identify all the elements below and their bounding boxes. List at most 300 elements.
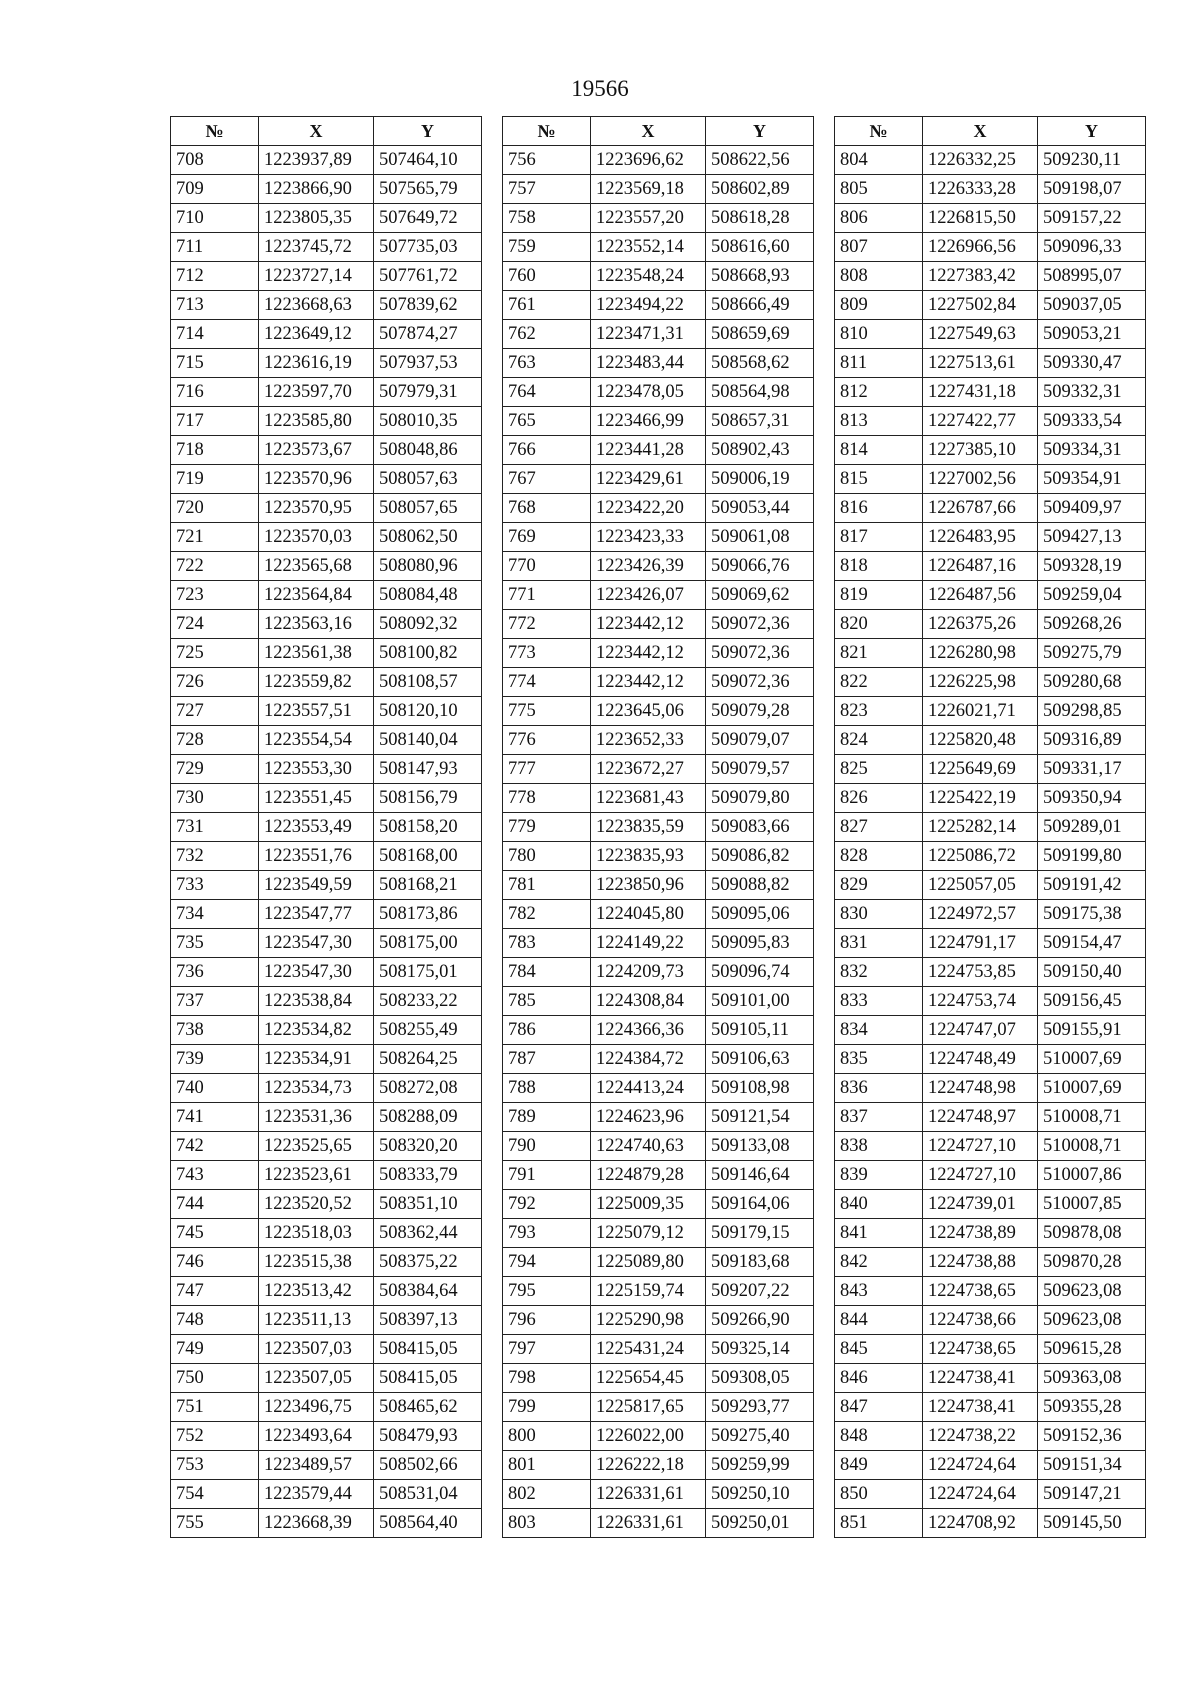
x-coordinate-cell: 1223561,38 — [259, 639, 374, 668]
table-row — [171, 494, 482, 523]
point-number-cell: 760 — [503, 262, 591, 291]
x-coordinate-cell: 1223557,51 — [259, 697, 374, 726]
y-coordinate-cell: 509333,54 — [1038, 407, 1146, 436]
y-coordinate-cell: 508384,64 — [374, 1277, 482, 1306]
y-coordinate-cell: 509157,22 — [1038, 204, 1146, 233]
y-coordinate-cell: 509079,57 — [706, 755, 814, 784]
x-coordinate-cell: 1223478,05 — [591, 378, 706, 407]
x-coordinate-cell: 1226022,00 — [591, 1422, 706, 1451]
y-coordinate-cell: 509409,97 — [1038, 494, 1146, 523]
table-row — [835, 1335, 1146, 1364]
point-number-cell: 823 — [835, 697, 923, 726]
x-coordinate-cell: 1224738,88 — [923, 1248, 1038, 1277]
x-coordinate-cell: 1223570,95 — [259, 494, 374, 523]
table-row — [171, 1364, 482, 1393]
table-row — [171, 1219, 482, 1248]
point-number-cell: 747 — [171, 1277, 259, 1306]
x-coordinate-cell: 1224753,74 — [923, 987, 1038, 1016]
x-coordinate-cell: 1226222,18 — [591, 1451, 706, 1480]
x-coordinate-cell: 1223645,06 — [591, 697, 706, 726]
x-coordinate-cell: 1223525,65 — [259, 1132, 374, 1161]
point-number-cell: 800 — [503, 1422, 591, 1451]
table-row — [835, 204, 1146, 233]
x-coordinate-cell: 1223835,93 — [591, 842, 706, 871]
table-row — [835, 668, 1146, 697]
table-row — [171, 639, 482, 668]
column-header-x: X — [259, 117, 374, 146]
x-coordinate-cell: 1226815,50 — [923, 204, 1038, 233]
table-row — [835, 465, 1146, 494]
point-number-cell: 839 — [835, 1161, 923, 1190]
point-number-cell: 786 — [503, 1016, 591, 1045]
point-number-cell: 799 — [503, 1393, 591, 1422]
point-number-cell: 829 — [835, 871, 923, 900]
point-number-cell: 834 — [835, 1016, 923, 1045]
table-row — [835, 407, 1146, 436]
table-row — [835, 929, 1146, 958]
table-row — [835, 1480, 1146, 1509]
table-row — [171, 262, 482, 291]
x-coordinate-cell: 1223548,24 — [591, 262, 706, 291]
y-coordinate-cell: 509363,08 — [1038, 1364, 1146, 1393]
x-coordinate-cell: 1223496,75 — [259, 1393, 374, 1422]
y-coordinate-cell: 509150,40 — [1038, 958, 1146, 987]
y-coordinate-cell: 508995,07 — [1038, 262, 1146, 291]
table-row — [835, 1074, 1146, 1103]
x-coordinate-cell: 1223937,89 — [259, 146, 374, 175]
point-number-cell: 830 — [835, 900, 923, 929]
y-coordinate-cell: 510007,86 — [1038, 1161, 1146, 1190]
x-coordinate-cell: 1223483,44 — [591, 349, 706, 378]
y-coordinate-cell: 508622,56 — [706, 146, 814, 175]
table-row — [503, 523, 814, 552]
table-row — [503, 1248, 814, 1277]
table-row — [503, 552, 814, 581]
point-number-cell: 819 — [835, 581, 923, 610]
x-coordinate-cell: 1224384,72 — [591, 1045, 706, 1074]
x-coordinate-cell: 1226331,61 — [591, 1480, 706, 1509]
point-number-cell: 724 — [171, 610, 259, 639]
table-row — [171, 1132, 482, 1161]
table-row — [503, 1393, 814, 1422]
table-row — [835, 1509, 1146, 1538]
x-coordinate-cell: 1224308,84 — [591, 987, 706, 1016]
y-coordinate-cell: 508479,93 — [374, 1422, 482, 1451]
point-number-cell: 717 — [171, 407, 259, 436]
point-number-cell: 746 — [171, 1248, 259, 1277]
table-row — [171, 987, 482, 1016]
y-coordinate-cell: 509155,91 — [1038, 1016, 1146, 1045]
x-coordinate-cell: 1227385,10 — [923, 436, 1038, 465]
point-number-cell: 850 — [835, 1480, 923, 1509]
y-coordinate-cell: 507979,31 — [374, 378, 482, 407]
y-coordinate-cell: 509623,08 — [1038, 1277, 1146, 1306]
point-number-cell: 745 — [171, 1219, 259, 1248]
y-coordinate-cell: 508158,20 — [374, 813, 482, 842]
y-coordinate-cell: 509308,05 — [706, 1364, 814, 1393]
point-number-cell: 726 — [171, 668, 259, 697]
x-coordinate-cell: 1224738,65 — [923, 1335, 1038, 1364]
x-coordinate-cell: 1227513,61 — [923, 349, 1038, 378]
x-coordinate-cell: 1223520,52 — [259, 1190, 374, 1219]
table-row — [503, 813, 814, 842]
x-coordinate-cell: 1225282,14 — [923, 813, 1038, 842]
table-row — [503, 1132, 814, 1161]
y-coordinate-cell: 509198,07 — [1038, 175, 1146, 204]
point-number-cell: 797 — [503, 1335, 591, 1364]
x-coordinate-cell: 1227383,42 — [923, 262, 1038, 291]
point-number-cell: 719 — [171, 465, 259, 494]
y-coordinate-cell: 509427,13 — [1038, 523, 1146, 552]
x-coordinate-cell: 1224209,73 — [591, 958, 706, 987]
y-coordinate-cell: 508564,98 — [706, 378, 814, 407]
y-coordinate-cell: 509266,90 — [706, 1306, 814, 1335]
y-coordinate-cell: 509878,08 — [1038, 1219, 1146, 1248]
y-coordinate-cell: 509191,42 — [1038, 871, 1146, 900]
table-row — [503, 465, 814, 494]
point-number-cell: 750 — [171, 1364, 259, 1393]
table-row — [503, 175, 814, 204]
y-coordinate-cell: 509275,79 — [1038, 639, 1146, 668]
point-number-cell: 711 — [171, 233, 259, 262]
x-coordinate-cell: 1227431,18 — [923, 378, 1038, 407]
point-number-cell: 773 — [503, 639, 591, 668]
x-coordinate-cell: 1223564,84 — [259, 581, 374, 610]
y-coordinate-cell: 508100,82 — [374, 639, 482, 668]
table-row — [171, 900, 482, 929]
x-coordinate-cell: 1223511,13 — [259, 1306, 374, 1335]
y-coordinate-cell: 509623,08 — [1038, 1306, 1146, 1335]
y-coordinate-cell: 508502,66 — [374, 1451, 482, 1480]
y-coordinate-cell: 508173,86 — [374, 900, 482, 929]
y-coordinate-cell: 509083,66 — [706, 813, 814, 842]
y-coordinate-cell: 509325,14 — [706, 1335, 814, 1364]
x-coordinate-cell: 1224413,24 — [591, 1074, 706, 1103]
y-coordinate-cell: 508659,69 — [706, 320, 814, 349]
y-coordinate-cell: 508048,86 — [374, 436, 482, 465]
table-row — [835, 1161, 1146, 1190]
point-number-cell: 768 — [503, 494, 591, 523]
y-coordinate-cell: 510007,85 — [1038, 1190, 1146, 1219]
table-row — [503, 610, 814, 639]
point-number-cell: 723 — [171, 581, 259, 610]
x-coordinate-cell: 1223547,30 — [259, 929, 374, 958]
table-row — [171, 436, 482, 465]
point-number-cell: 771 — [503, 581, 591, 610]
point-number-cell: 742 — [171, 1132, 259, 1161]
y-coordinate-cell: 508602,89 — [706, 175, 814, 204]
y-coordinate-cell: 509332,31 — [1038, 378, 1146, 407]
table-row — [171, 755, 482, 784]
y-coordinate-cell: 509152,36 — [1038, 1422, 1146, 1451]
table-row — [171, 929, 482, 958]
x-coordinate-cell: 1225159,74 — [591, 1277, 706, 1306]
y-coordinate-cell: 509259,99 — [706, 1451, 814, 1480]
point-number-cell: 754 — [171, 1480, 259, 1509]
x-coordinate-cell: 1224972,57 — [923, 900, 1038, 929]
x-coordinate-cell: 1223523,61 — [259, 1161, 374, 1190]
x-coordinate-cell: 1224724,64 — [923, 1480, 1038, 1509]
y-coordinate-cell: 508616,60 — [706, 233, 814, 262]
table-row — [503, 900, 814, 929]
point-number-cell: 843 — [835, 1277, 923, 1306]
x-coordinate-cell: 1223547,77 — [259, 900, 374, 929]
table-row — [171, 175, 482, 204]
x-coordinate-cell: 1224738,41 — [923, 1364, 1038, 1393]
x-coordinate-cell: 1223551,76 — [259, 842, 374, 871]
table-row — [503, 204, 814, 233]
x-coordinate-cell: 1223552,14 — [591, 233, 706, 262]
point-number-cell: 720 — [171, 494, 259, 523]
x-coordinate-cell: 1224747,07 — [923, 1016, 1038, 1045]
x-coordinate-cell: 1223551,45 — [259, 784, 374, 813]
x-coordinate-cell: 1224738,22 — [923, 1422, 1038, 1451]
y-coordinate-cell: 508062,50 — [374, 523, 482, 552]
table-row — [171, 233, 482, 262]
table-row — [171, 465, 482, 494]
table-row — [503, 1422, 814, 1451]
y-coordinate-cell: 509259,04 — [1038, 581, 1146, 610]
x-coordinate-cell: 1225422,19 — [923, 784, 1038, 813]
point-number-cell: 761 — [503, 291, 591, 320]
x-coordinate-cell: 1223668,39 — [259, 1509, 374, 1538]
point-number-cell: 836 — [835, 1074, 923, 1103]
x-coordinate-cell: 1223426,07 — [591, 581, 706, 610]
x-coordinate-cell: 1226966,56 — [923, 233, 1038, 262]
y-coordinate-cell: 507565,79 — [374, 175, 482, 204]
table-row — [835, 900, 1146, 929]
table-row — [835, 552, 1146, 581]
y-coordinate-cell: 508168,21 — [374, 871, 482, 900]
point-number-cell: 743 — [171, 1161, 259, 1190]
column-header-number: № — [503, 117, 591, 146]
x-coordinate-cell: 1223565,68 — [259, 552, 374, 581]
x-coordinate-cell: 1225079,12 — [591, 1219, 706, 1248]
y-coordinate-cell: 507937,53 — [374, 349, 482, 378]
table-row — [503, 1219, 814, 1248]
table-row — [503, 871, 814, 900]
y-coordinate-cell: 509183,68 — [706, 1248, 814, 1277]
x-coordinate-cell: 1223681,43 — [591, 784, 706, 813]
coordinate-table-3 — [834, 116, 1146, 1538]
x-coordinate-cell: 1226487,16 — [923, 552, 1038, 581]
y-coordinate-cell: 508333,79 — [374, 1161, 482, 1190]
x-coordinate-cell: 1223466,99 — [591, 407, 706, 436]
table-row — [171, 291, 482, 320]
x-coordinate-cell: 1225817,65 — [591, 1393, 706, 1422]
y-coordinate-cell: 508375,22 — [374, 1248, 482, 1277]
y-coordinate-cell: 508010,35 — [374, 407, 482, 436]
x-coordinate-cell: 1223429,61 — [591, 465, 706, 494]
x-coordinate-cell: 1223471,31 — [591, 320, 706, 349]
y-coordinate-cell: 508568,62 — [706, 349, 814, 378]
y-coordinate-cell: 509355,28 — [1038, 1393, 1146, 1422]
y-coordinate-cell: 507874,27 — [374, 320, 482, 349]
y-coordinate-cell: 508564,40 — [374, 1509, 482, 1538]
table-row — [171, 1422, 482, 1451]
x-coordinate-cell: 1225654,45 — [591, 1364, 706, 1393]
x-coordinate-cell: 1223442,12 — [591, 668, 706, 697]
x-coordinate-cell: 1223573,67 — [259, 436, 374, 465]
y-coordinate-cell: 508362,44 — [374, 1219, 482, 1248]
point-number-cell: 776 — [503, 726, 591, 755]
table-row — [503, 320, 814, 349]
point-number-cell: 840 — [835, 1190, 923, 1219]
table-row — [171, 813, 482, 842]
table-row — [835, 726, 1146, 755]
table-row — [835, 581, 1146, 610]
table-row — [171, 784, 482, 813]
point-number-cell: 708 — [171, 146, 259, 175]
table-row — [503, 407, 814, 436]
table-row — [503, 1451, 814, 1480]
point-number-cell: 851 — [835, 1509, 923, 1538]
x-coordinate-cell: 1226375,26 — [923, 610, 1038, 639]
table-row — [171, 1480, 482, 1509]
y-coordinate-cell: 508264,25 — [374, 1045, 482, 1074]
table-row — [503, 639, 814, 668]
point-number-cell: 803 — [503, 1509, 591, 1538]
x-coordinate-cell: 1223835,59 — [591, 813, 706, 842]
y-coordinate-cell: 508255,49 — [374, 1016, 482, 1045]
table-row — [171, 726, 482, 755]
point-number-cell: 817 — [835, 523, 923, 552]
y-coordinate-cell: 509250,10 — [706, 1480, 814, 1509]
y-coordinate-cell: 508666,49 — [706, 291, 814, 320]
x-coordinate-cell: 1226280,98 — [923, 639, 1038, 668]
point-number-cell: 816 — [835, 494, 923, 523]
point-number-cell: 832 — [835, 958, 923, 987]
point-number-cell: 789 — [503, 1103, 591, 1132]
point-number-cell: 755 — [171, 1509, 259, 1538]
y-coordinate-cell: 508902,43 — [706, 436, 814, 465]
table-row — [503, 1016, 814, 1045]
table-row — [835, 349, 1146, 378]
y-coordinate-cell: 509147,21 — [1038, 1480, 1146, 1509]
y-coordinate-cell: 509096,33 — [1038, 233, 1146, 262]
table-row — [171, 1306, 482, 1335]
point-number-cell: 804 — [835, 146, 923, 175]
y-coordinate-cell: 509106,63 — [706, 1045, 814, 1074]
x-coordinate-cell: 1225086,72 — [923, 842, 1038, 871]
point-number-cell: 718 — [171, 436, 259, 465]
point-number-cell: 809 — [835, 291, 923, 320]
x-coordinate-cell: 1223534,91 — [259, 1045, 374, 1074]
y-coordinate-cell: 508084,48 — [374, 581, 482, 610]
x-coordinate-cell: 1223489,57 — [259, 1451, 374, 1480]
y-coordinate-cell: 509250,01 — [706, 1509, 814, 1538]
y-coordinate-cell: 509061,08 — [706, 523, 814, 552]
table-row — [503, 842, 814, 871]
table-row — [503, 784, 814, 813]
x-coordinate-cell: 1225431,24 — [591, 1335, 706, 1364]
table-row — [835, 639, 1146, 668]
y-coordinate-cell: 509179,15 — [706, 1219, 814, 1248]
x-coordinate-cell: 1223652,33 — [591, 726, 706, 755]
y-coordinate-cell: 509121,54 — [706, 1103, 814, 1132]
table-row — [171, 1016, 482, 1045]
y-coordinate-cell: 507464,10 — [374, 146, 482, 175]
point-number-cell: 848 — [835, 1422, 923, 1451]
point-number-cell: 709 — [171, 175, 259, 204]
point-number-cell: 838 — [835, 1132, 923, 1161]
y-coordinate-cell: 508657,31 — [706, 407, 814, 436]
x-coordinate-cell: 1224739,01 — [923, 1190, 1038, 1219]
point-number-cell: 791 — [503, 1161, 591, 1190]
x-coordinate-cell: 1223507,05 — [259, 1364, 374, 1393]
point-number-cell: 846 — [835, 1364, 923, 1393]
point-number-cell: 774 — [503, 668, 591, 697]
y-coordinate-cell: 508080,96 — [374, 552, 482, 581]
column-header-x: X — [923, 117, 1038, 146]
x-coordinate-cell: 1224149,22 — [591, 929, 706, 958]
x-coordinate-cell: 1227549,63 — [923, 320, 1038, 349]
point-number-cell: 739 — [171, 1045, 259, 1074]
y-coordinate-cell: 508168,00 — [374, 842, 482, 871]
point-number-cell: 735 — [171, 929, 259, 958]
table-row — [835, 523, 1146, 552]
point-number-cell: 727 — [171, 697, 259, 726]
y-coordinate-cell: 509328,19 — [1038, 552, 1146, 581]
point-number-cell: 818 — [835, 552, 923, 581]
table-row — [835, 871, 1146, 900]
y-coordinate-cell: 508288,09 — [374, 1103, 482, 1132]
point-number-cell: 845 — [835, 1335, 923, 1364]
x-coordinate-cell: 1223441,28 — [591, 436, 706, 465]
y-coordinate-cell: 509037,05 — [1038, 291, 1146, 320]
table-row — [171, 552, 482, 581]
y-coordinate-cell: 508351,10 — [374, 1190, 482, 1219]
point-number-cell: 792 — [503, 1190, 591, 1219]
x-coordinate-cell: 1224748,98 — [923, 1074, 1038, 1103]
y-coordinate-cell: 508668,93 — [706, 262, 814, 291]
table-row — [171, 1393, 482, 1422]
y-coordinate-cell: 509350,94 — [1038, 784, 1146, 813]
point-number-cell: 783 — [503, 929, 591, 958]
table-row — [503, 349, 814, 378]
table-row — [835, 697, 1146, 726]
y-coordinate-cell: 508233,22 — [374, 987, 482, 1016]
point-number-cell: 759 — [503, 233, 591, 262]
y-coordinate-cell: 509151,34 — [1038, 1451, 1146, 1480]
y-coordinate-cell: 508140,04 — [374, 726, 482, 755]
point-number-cell: 785 — [503, 987, 591, 1016]
x-coordinate-cell: 1224366,36 — [591, 1016, 706, 1045]
x-coordinate-cell: 1223570,03 — [259, 523, 374, 552]
y-coordinate-cell: 508415,05 — [374, 1335, 482, 1364]
y-coordinate-cell: 508272,08 — [374, 1074, 482, 1103]
table-row — [503, 581, 814, 610]
point-number-cell: 824 — [835, 726, 923, 755]
point-number-cell: 740 — [171, 1074, 259, 1103]
table-row — [835, 1306, 1146, 1335]
point-number-cell: 825 — [835, 755, 923, 784]
table-row — [171, 958, 482, 987]
point-number-cell: 821 — [835, 639, 923, 668]
point-number-cell: 749 — [171, 1335, 259, 1364]
table-row — [171, 1045, 482, 1074]
y-coordinate-cell: 507649,72 — [374, 204, 482, 233]
y-coordinate-cell: 509164,06 — [706, 1190, 814, 1219]
point-number-cell: 805 — [835, 175, 923, 204]
x-coordinate-cell: 1225009,35 — [591, 1190, 706, 1219]
y-coordinate-cell: 509199,80 — [1038, 842, 1146, 871]
point-number-cell: 772 — [503, 610, 591, 639]
x-coordinate-cell: 1226787,66 — [923, 494, 1038, 523]
table-row — [503, 1190, 814, 1219]
y-coordinate-cell: 509316,89 — [1038, 726, 1146, 755]
x-coordinate-cell: 1224753,85 — [923, 958, 1038, 987]
